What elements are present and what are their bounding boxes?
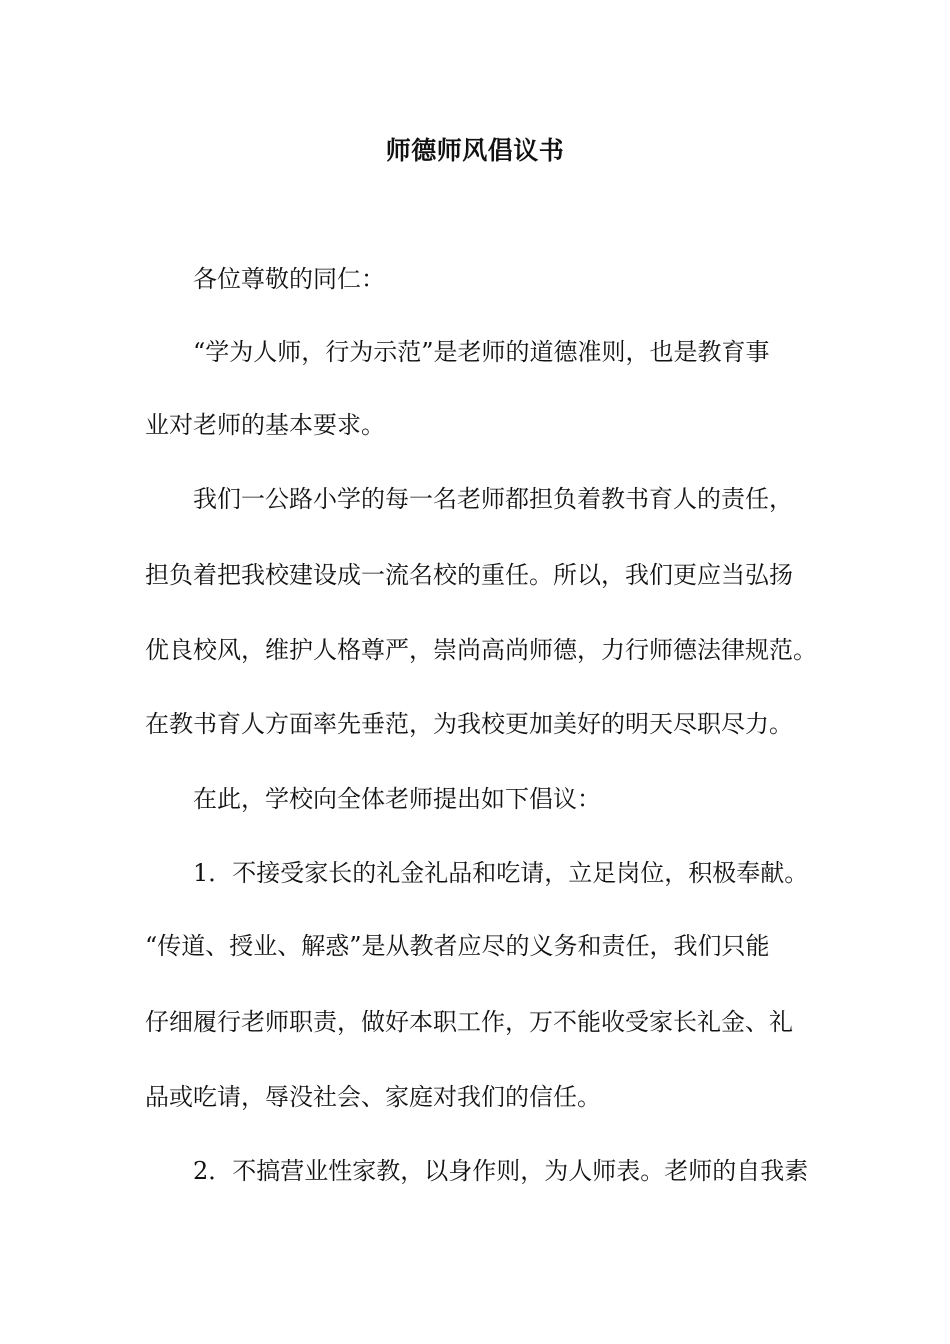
text-line: 业对老师的基本要求。 bbox=[145, 411, 385, 439]
text-line: 在教书育人方面率先垂范，为我校更加美好的明天尽职尽力。 bbox=[145, 710, 793, 738]
text-line: 品或吃请，辱没社会、家庭对我们的信任。 bbox=[145, 1083, 601, 1111]
text-line: 我们一公路小学的每一名老师都担负着教书育人的责任， bbox=[193, 485, 793, 513]
text-line: “学为人师，行为示范”是老师的道德准则，也是教育事 bbox=[193, 338, 770, 366]
text-line: 2．不搞营业性家教，以身作则，为人师表。老师的自我素 bbox=[193, 1157, 809, 1185]
text-line: 优良校风，维护人格尊严，崇尚高尚师德，力行师德法律规范。 bbox=[145, 636, 817, 664]
text-line: 1．不接受家长的礼金礼品和吃请，立足岗位，积极奉献。 bbox=[193, 859, 809, 887]
document-title: 师德师风倡议书 bbox=[385, 136, 565, 165]
text-line: “传道、授业、解惑”是从教者应尽的义务和责任，我们只能 bbox=[145, 932, 770, 960]
text-line: 在此，学校向全体老师提出如下倡议： bbox=[193, 785, 601, 813]
text-line: 担负着把我校建设成一流名校的重任。所以，我们更应当弘扬 bbox=[145, 561, 793, 589]
text-line: 仔细履行老师职责，做好本职工作，万不能收受家长礼金、礼 bbox=[145, 1008, 793, 1036]
text-line: 各位尊敬的同仁： bbox=[193, 265, 385, 293]
